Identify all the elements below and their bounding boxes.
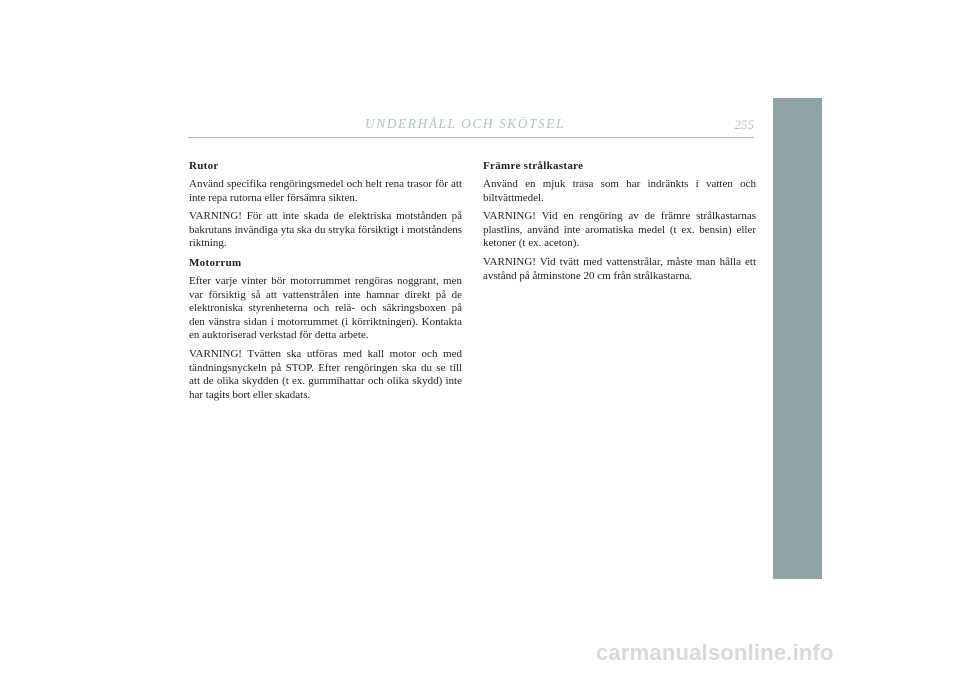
- page-number: 255: [734, 117, 754, 132]
- body-paragraph: Efter varje vinter bör motorrummet rengöras noggrant, men var försiktig så att vattenstrålen inte hamnar direkt på de elektroniska styrenheterna och relä- och säkringsboxen på den vänstra sidan i motorrummet (i körriktningen). Kontakta en auktoriserad verkstad för detta arbete.: [189, 274, 462, 342]
- body-paragraph: VARNING! Vid tvätt med vattenstrålar, måste man hålla ett avstånd på åtminstone 20 cm från strålkastarna.: [483, 255, 756, 282]
- section-heading: Främre strålkastare: [483, 160, 584, 172]
- watermark: carmanualsonline.info: [596, 640, 834, 665]
- section-heading: Motorrum: [189, 256, 242, 269]
- body-paragraph: VARNING! Vid en rengöring av de främre strålkastarnas plastlins, använd inte aromatiska medel (t ex. bensin) eller ketoner (t ex. aceton).: [483, 210, 756, 250]
- body-paragraph: Använd specifika rengöringsmedel och helt rena trasor för att inte repa rutorna eller försämra sikten.: [189, 178, 462, 204]
- right-column: [483, 159, 756, 288]
- section-title: UNDERHÅLL OCH SKÖTSEL: [364, 116, 566, 131]
- section-tab: [773, 98, 822, 579]
- body-paragraph: VARNING! Tvätten ska utföras med kall motor och med tändningsnyckeln på STOP. Efter rengöringen ska du se till att de olika skydden (t ex. gummihattar och olika skydd) inte har tagits bort eller skadats.: [189, 347, 462, 401]
- header-rule: [188, 137, 754, 138]
- body-paragraph: VARNING! För att inte skada de elektriska motstånden på bakrutans invändiga yta ska du stryka försiktigt i motståndens riktning.: [189, 210, 462, 250]
- section-heading: Rutor: [189, 160, 219, 172]
- body-paragraph: Använd en mjuk trasa som har indränkts i vatten och biltvättmedel.: [483, 178, 756, 204]
- left-column: [189, 159, 462, 407]
